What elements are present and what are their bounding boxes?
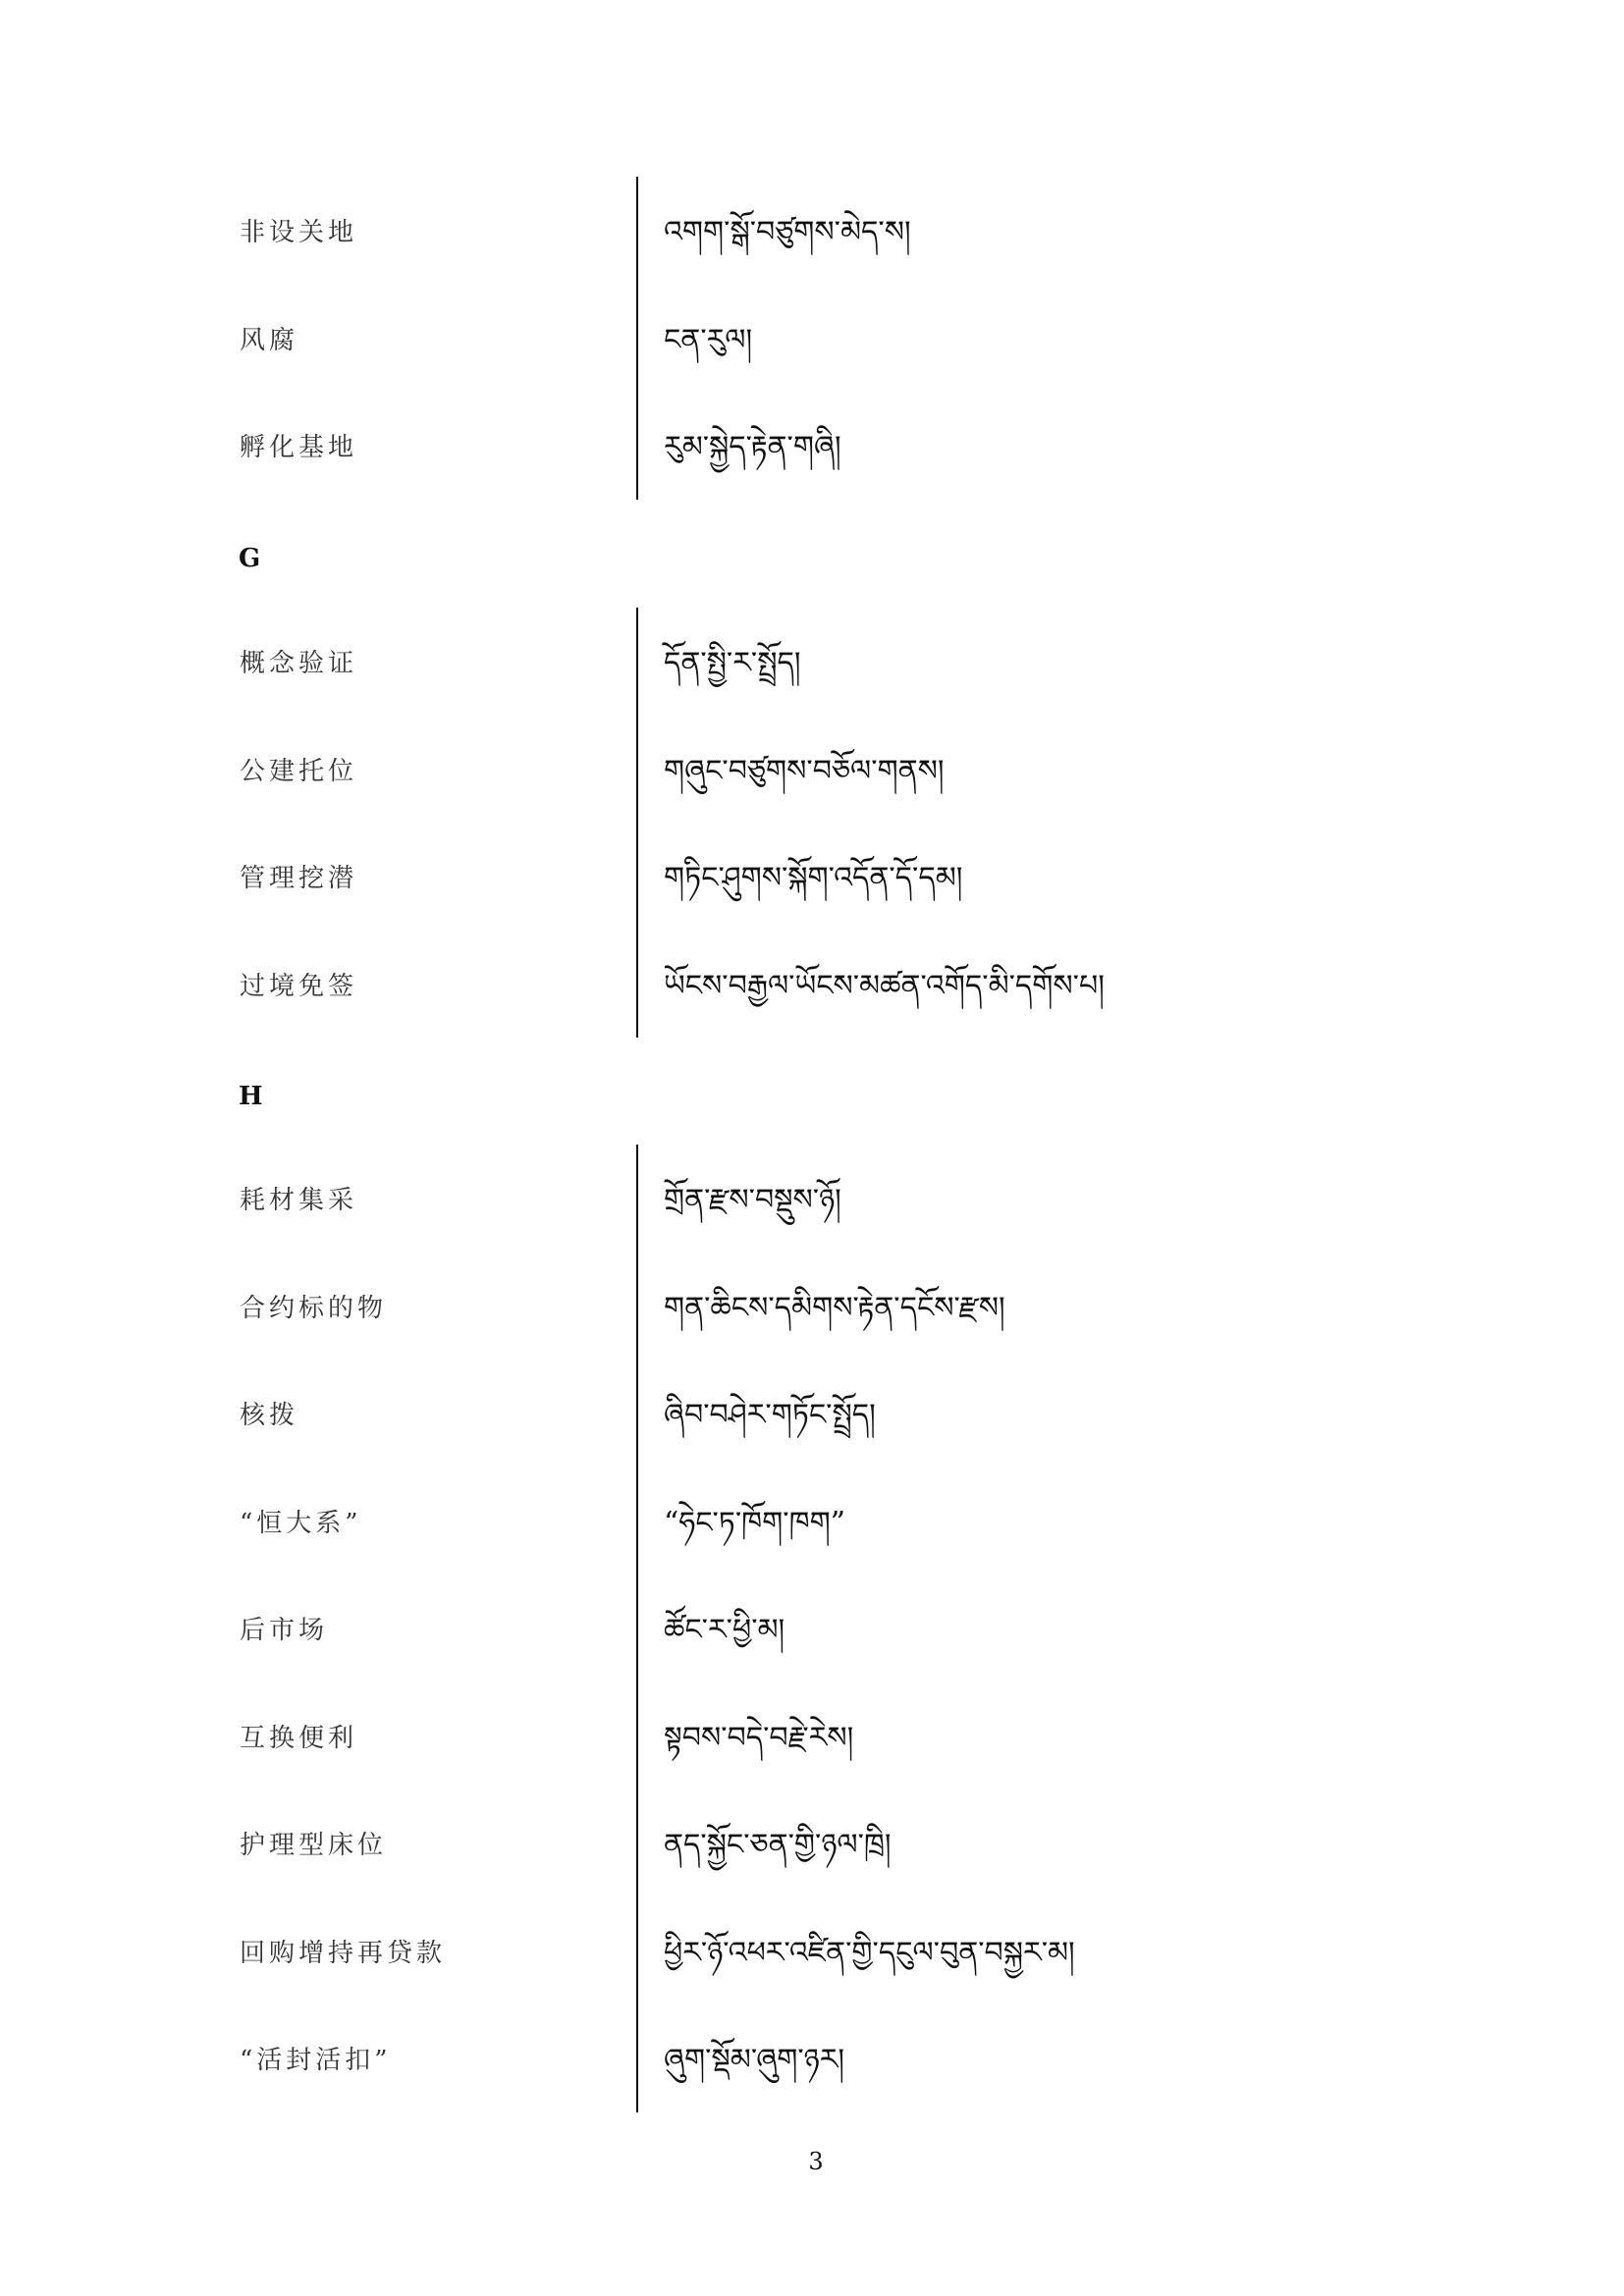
glossary-entry: [0, 1897, 1624, 2005]
chinese-term: 非设关地: [240, 218, 358, 247]
glossary-entry: [0, 823, 1624, 931]
section-heading-h: H: [239, 1082, 263, 1111]
chinese-term: 过境免签: [240, 971, 358, 1001]
chinese-term: 风腐: [240, 325, 299, 355]
glossary-group: [0, 177, 1624, 500]
page-number: 3: [808, 2148, 824, 2175]
tibetan-term: གན་ཆིངས་དམིགས་རྟེན་དངོས་རྫས།: [664, 1290, 1005, 1325]
chinese-term: 耗材集采: [240, 1186, 358, 1215]
tibetan-term: འགག་སྒོ་བཙུགས་མེད་ས།: [664, 215, 911, 249]
glossary-entry: [0, 1575, 1624, 1682]
tibetan-term: ཡོངས་བརྒྱལ་ཡོངས་མཚན་འགོད་མི་དགོས་པ།: [664, 968, 1105, 1003]
tibetan-term: ཚོང་ར་ཕྱི་མ།: [664, 1613, 785, 1647]
chinese-term: 孵化基地: [240, 433, 358, 462]
chinese-term: 回购增持再贷款: [240, 1938, 447, 1968]
glossary-entry: [0, 931, 1624, 1039]
glossary-entry: [0, 608, 1624, 716]
glossary-entry: [0, 1145, 1624, 1253]
tibetan-term: “ཧེང་ཏ་ཁོག་ཁག”: [664, 1505, 846, 1540]
tibetan-term: ཞུག་སྡོམ་ཞུག་ཉར།: [664, 2043, 845, 2077]
glossary-group: [0, 1145, 1624, 2112]
glossary-entry: [0, 392, 1624, 500]
glossary-entry: [0, 716, 1624, 824]
glossary-entry: [0, 285, 1624, 393]
chinese-term: 管理挖潜: [240, 864, 358, 893]
tibetan-term: ནད་སྐྱོང་ཅན་གྱི་ཉལ་ཁྲི།: [664, 1828, 892, 1862]
glossary-entry: [0, 1468, 1624, 1575]
tibetan-term: རུམ་སྐྱེད་རྟེན་གཞི།: [664, 430, 841, 464]
tibetan-term: ཕྱིར་ཉོ་འཕར་འཛིན་གྱི་དངུལ་བུན་བསྐྱར་མ།: [664, 1935, 1075, 1970]
glossary-entry: [0, 1360, 1624, 1468]
chinese-term: 概念验证: [240, 649, 358, 678]
tibetan-term: གཞུང་བཙུགས་བཅོལ་གནས།: [664, 753, 945, 788]
tibetan-term: གཏིང་ཤུགས་སྐོག་འདོན་དོ་དམ།: [664, 861, 963, 895]
chinese-term: “活封活扣”: [240, 2046, 392, 2075]
chinese-term: “恒大系”: [240, 1508, 362, 1538]
tibetan-term: སྟབས་བདེ་བརྗེ་རེས།: [664, 1720, 854, 1755]
chinese-term: 后市场: [240, 1616, 329, 1645]
tibetan-term: དོན་སྤྱི་ར་སྤྲོད།: [664, 646, 801, 680]
chinese-term: 公建托位: [240, 756, 358, 786]
chinese-term: 核拨: [240, 1401, 299, 1430]
section-heading-g: G: [239, 544, 261, 573]
glossary-entry: [0, 1682, 1624, 1790]
glossary-entry: [0, 1253, 1624, 1361]
chinese-term: 互换便利: [240, 1723, 358, 1753]
tibetan-term: ངན་རུལ།: [664, 322, 753, 357]
glossary-group: [0, 608, 1624, 1038]
glossary-entry: [0, 177, 1624, 285]
chinese-term: 护理型床位: [240, 1831, 388, 1860]
chinese-term: 合约标的物: [240, 1293, 388, 1323]
tibetan-term: གྲོན་རྫས་བསྡུས་ཉོ།: [664, 1183, 841, 1217]
glossary-entry: [0, 1789, 1624, 1897]
tibetan-term: ཞིབ་བཤེར་གཏོང་སྤྲོད།: [664, 1398, 876, 1432]
glossary-entry: [0, 2004, 1624, 2112]
